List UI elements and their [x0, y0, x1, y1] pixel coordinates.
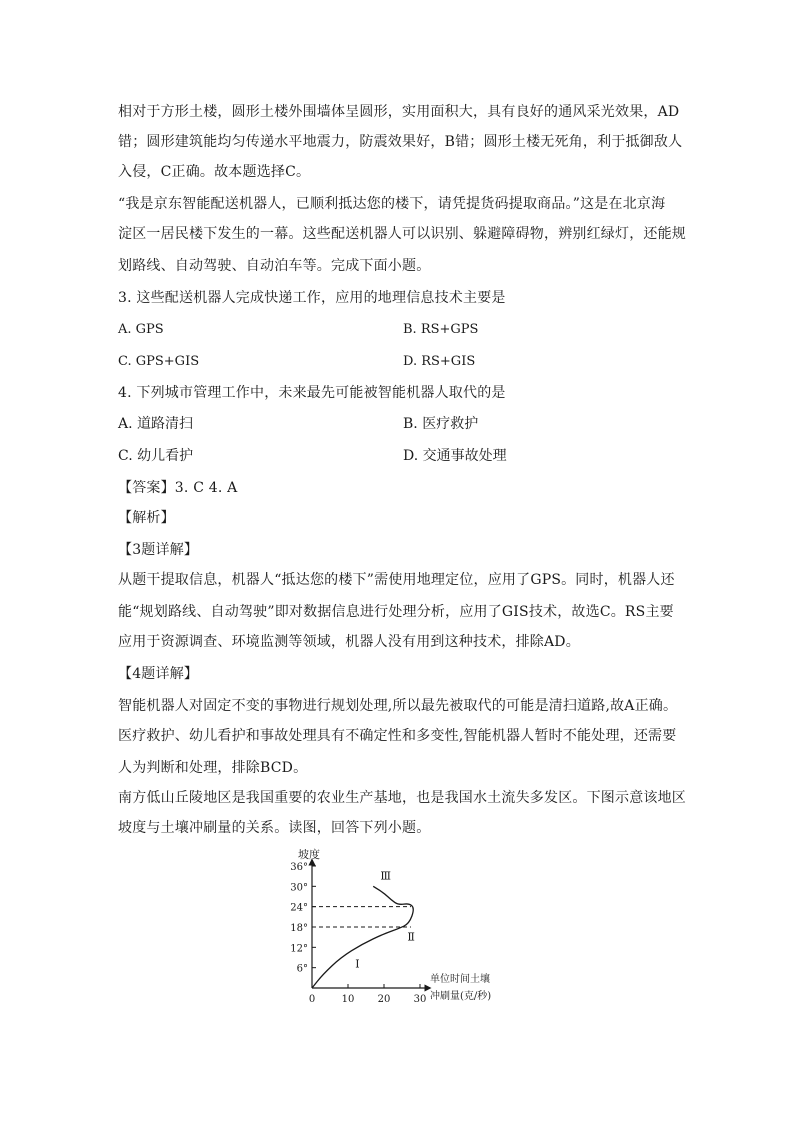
- question3-option-d: D. RS+GIS: [403, 354, 476, 369]
- y-tick-label: 36°: [290, 862, 308, 873]
- x-tick-label: 10: [341, 994, 355, 1005]
- question4-option-d: D. 交通事故处理: [403, 448, 507, 464]
- paragraph1-line1: 相对于方形土楼，圆形土楼外围墙体呈圆形，实用面积大，具有良好的通风采光效果，AD: [118, 104, 680, 120]
- paragraph1-line2: 错；圆形建筑能均匀传递水平地震力，防震效果好，B错；圆形土楼无死角，利于抵御敌人: [118, 134, 683, 150]
- x-axis-label-line1: 单位时间土壤: [430, 974, 490, 985]
- question4-detail-line3: 人为判断和处理，排除BCD。: [118, 760, 308, 776]
- paragraph3-line1: 南方低山丘陵地区是我国重要的农业生产基地，也是我国水土流失多发区。下图示意该地区: [118, 790, 686, 806]
- question4-detail-line1: 智能机器人对固定不变的事物进行规划处理,所以最先被取代的可能是清扫道路,故A正确。: [118, 698, 678, 714]
- region-label-1: Ⅰ: [355, 957, 360, 971]
- question3-detail-line1: 从题干提取信息，机器人“抵达您的楼下”需使用地理定位，应用了GPS。同时，机器人还: [118, 572, 675, 588]
- question4-option-c: C. 幼儿看护: [118, 448, 194, 464]
- answer-line: 【答案】3. C 4. A: [118, 480, 238, 496]
- region-label-3: Ⅲ: [380, 869, 392, 883]
- question4-option-a: A. 道路清扫: [118, 416, 194, 432]
- x-tick-label: 30: [413, 994, 427, 1005]
- x-tick-label: 0: [308, 994, 316, 1005]
- question3-option-a: A. GPS: [118, 322, 164, 337]
- paragraph2-line1: “我是京东智能配送机器人，已顺利抵达您的楼下，请凭提货码提取商品。”这是在北京海: [118, 196, 666, 212]
- question4-stem: 4. 下列城市管理工作中，未来最先可能被智能机器人取代的是: [118, 385, 506, 401]
- erosion-curve: [312, 886, 413, 988]
- analysis-heading: 【解析】: [118, 510, 175, 526]
- question4-option-b: B. 医疗救护: [403, 416, 479, 432]
- region-label-2: Ⅱ: [407, 930, 415, 944]
- question4-detail-line2: 医疗救护、幼儿看护和事故处理具有不确定性和多变性,智能机器人暂时不能处理，还需要: [118, 728, 677, 744]
- slope-erosion-chart: [270, 842, 510, 1010]
- question3-detail-line3: 应用于资源调查、环境监测等领域，机器人没有用到这种技术，排除AD。: [118, 634, 580, 650]
- y-tick-label: 6°: [296, 963, 308, 975]
- x-axis-label-line2: 冲刷量(克/秒): [430, 991, 492, 1002]
- y-axis-label: 坡度: [298, 848, 320, 861]
- y-tick-label: 12°: [290, 943, 308, 955]
- question3-option-c: C. GPS+GIS: [118, 354, 200, 369]
- question3-option-b: B. RS+GPS: [403, 322, 479, 337]
- y-tick-label: 18°: [290, 923, 308, 934]
- question3-detail-line2: 能“规划路线、自动驾驶”即对数据信息进行处理分析，应用了GIS技术，故选C。RS主要: [118, 604, 674, 620]
- y-tick-label: 24°: [290, 902, 308, 914]
- question3-stem: 3. 这些配送机器人完成快递工作，应用的地理信息技术主要是: [118, 290, 506, 306]
- paragraph3-line2: 坡度与土壤冲刷量的关系。读图，回答下列小题。: [118, 820, 431, 836]
- question3-detail-heading: 【3题详解】: [118, 542, 199, 558]
- paragraph2-line2: 淀区一居民楼下发生的一幕。这些配送机器人可以识别、躲避障碍物，辨别红绿灯，还能规: [118, 226, 686, 242]
- x-tick-label: 20: [377, 994, 391, 1005]
- paragraph2-line3: 划路线、自动驾驶、自动泊车等。完成下面小题。: [118, 258, 431, 274]
- question4-detail-heading: 【4题详解】: [118, 666, 199, 682]
- y-tick-label: 30°: [290, 882, 308, 894]
- paragraph1-line3: 入侵，C正确。故本题选择C。: [118, 164, 311, 180]
